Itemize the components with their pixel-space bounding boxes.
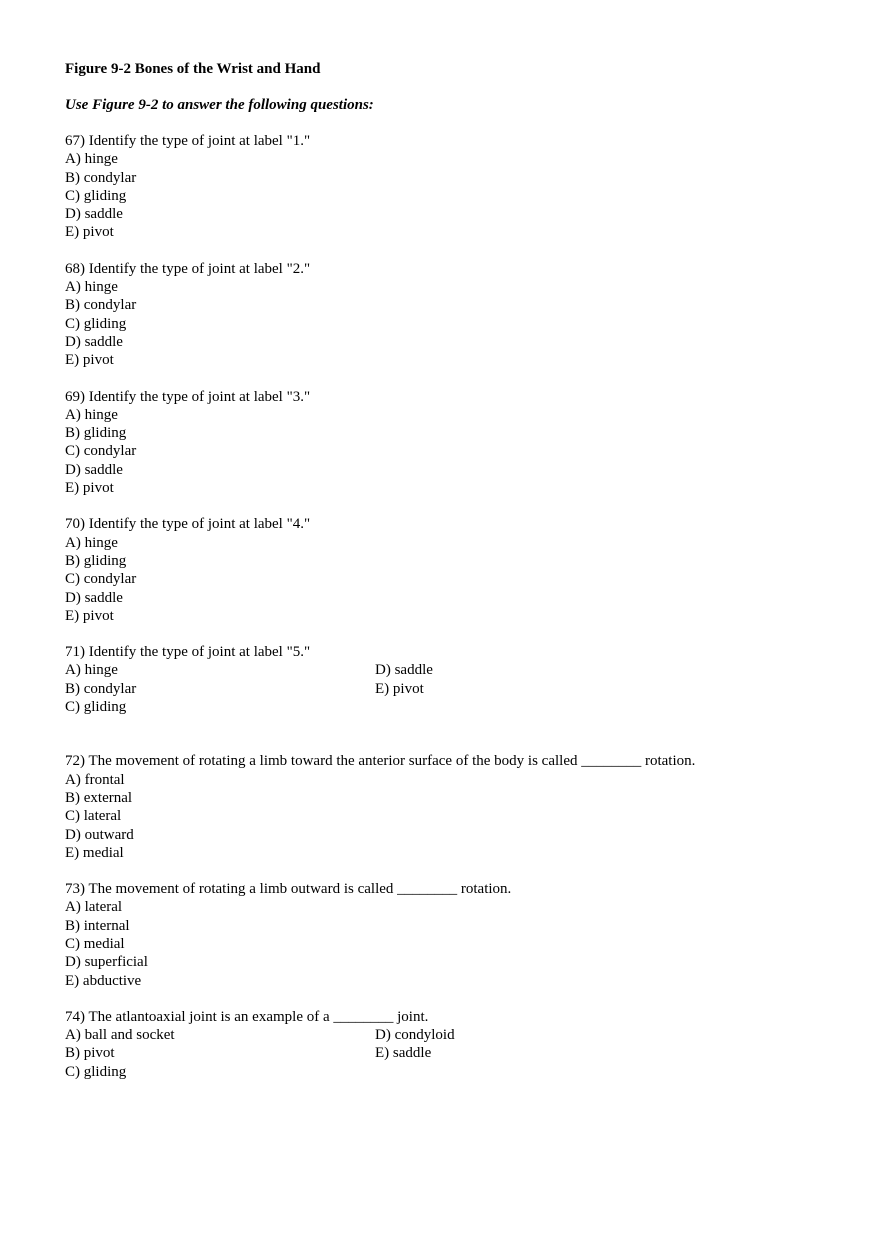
question-74 xyxy=(65,1008,825,1081)
answer-option: B) external xyxy=(65,789,133,806)
answer-option: D) saddle xyxy=(65,206,123,223)
question-stem: 68) Identify the type of joint at label "2." xyxy=(65,260,311,277)
answer-option: E) pivot xyxy=(65,480,114,497)
answer-option: A) ball and socket xyxy=(65,1027,175,1044)
answer-option: A) hinge xyxy=(65,406,118,423)
answer-option: E) pivot xyxy=(65,352,114,369)
answer-option: D) saddle xyxy=(65,589,123,606)
options-right-column xyxy=(375,1026,455,1063)
answer-option: E) pivot xyxy=(65,607,114,624)
answer-option: E) saddle xyxy=(375,1045,432,1062)
answer-option: C) lateral xyxy=(65,808,122,825)
answer-option: A) hinge xyxy=(65,279,118,296)
answer-option: A) hinge xyxy=(65,151,118,168)
answer-option: B) gliding xyxy=(65,425,127,442)
question-stem: 69) Identify the type of joint at label "3." xyxy=(65,388,311,405)
question-stem: 73) The movement of rotating a limb outward is called ________ rotation. xyxy=(65,881,512,898)
answer-option: B) gliding xyxy=(65,552,127,569)
answer-option: D) saddle xyxy=(65,333,123,350)
answer-option: E) abductive xyxy=(65,972,142,989)
answer-option: D) saddle xyxy=(375,662,433,679)
options-right-column xyxy=(375,661,433,698)
question-stem: 72) The movement of rotating a limb toward the anterior surface of the body is called ________ rotation. xyxy=(65,753,696,770)
options-two-column xyxy=(65,1026,825,1081)
answer-option: B) condylar xyxy=(65,169,137,186)
answer-option: E) pivot xyxy=(375,680,424,697)
answer-option: B) condylar xyxy=(65,297,137,314)
answer-option: C) gliding xyxy=(65,1063,127,1080)
question-72 xyxy=(65,752,825,862)
answer-option: B) pivot xyxy=(65,1045,115,1062)
question-71 xyxy=(65,643,825,716)
question-stem: 70) Identify the type of joint at label "4." xyxy=(65,516,311,533)
answer-option: B) condylar xyxy=(65,680,137,697)
answer-option: B) internal xyxy=(65,917,130,934)
document-page xyxy=(65,60,825,1099)
question-68 xyxy=(65,260,825,370)
answer-option: D) superficial xyxy=(65,954,148,971)
answer-option: A) lateral xyxy=(65,899,123,916)
answer-option: C) gliding xyxy=(65,699,127,716)
answer-option: C) condylar xyxy=(65,443,137,460)
answer-option: D) condyloid xyxy=(375,1027,455,1044)
answer-option: C) gliding xyxy=(65,187,127,204)
question-70 xyxy=(65,515,825,625)
question-stem: 67) Identify the type of joint at label "1." xyxy=(65,133,311,149)
figure-title: Figure 9-2 Bones of the Wrist and Hand xyxy=(65,61,321,77)
question-stem: 74) The atlantoaxial joint is an example of a ________ joint. xyxy=(65,1008,429,1025)
answer-option: D) saddle xyxy=(65,461,123,478)
question-73 xyxy=(65,880,825,990)
instruction-text: Use Figure 9-2 to answer the following questions: xyxy=(65,97,374,113)
answer-option: A) frontal xyxy=(65,771,125,788)
answer-option: C) gliding xyxy=(65,315,127,332)
answer-option: E) medial xyxy=(65,844,124,861)
answer-option: E) pivot xyxy=(65,224,114,241)
question-67 xyxy=(65,132,825,242)
question-69 xyxy=(65,388,825,498)
answer-option: C) condylar xyxy=(65,571,137,588)
options-left-column xyxy=(65,661,825,716)
answer-option: D) outward xyxy=(65,826,134,843)
answer-option: C) medial xyxy=(65,935,125,952)
answer-option: A) hinge xyxy=(65,662,118,679)
question-stem: 71) Identify the type of joint at label "5." xyxy=(65,644,311,661)
answer-option: A) hinge xyxy=(65,534,118,551)
options-two-column xyxy=(65,661,825,716)
